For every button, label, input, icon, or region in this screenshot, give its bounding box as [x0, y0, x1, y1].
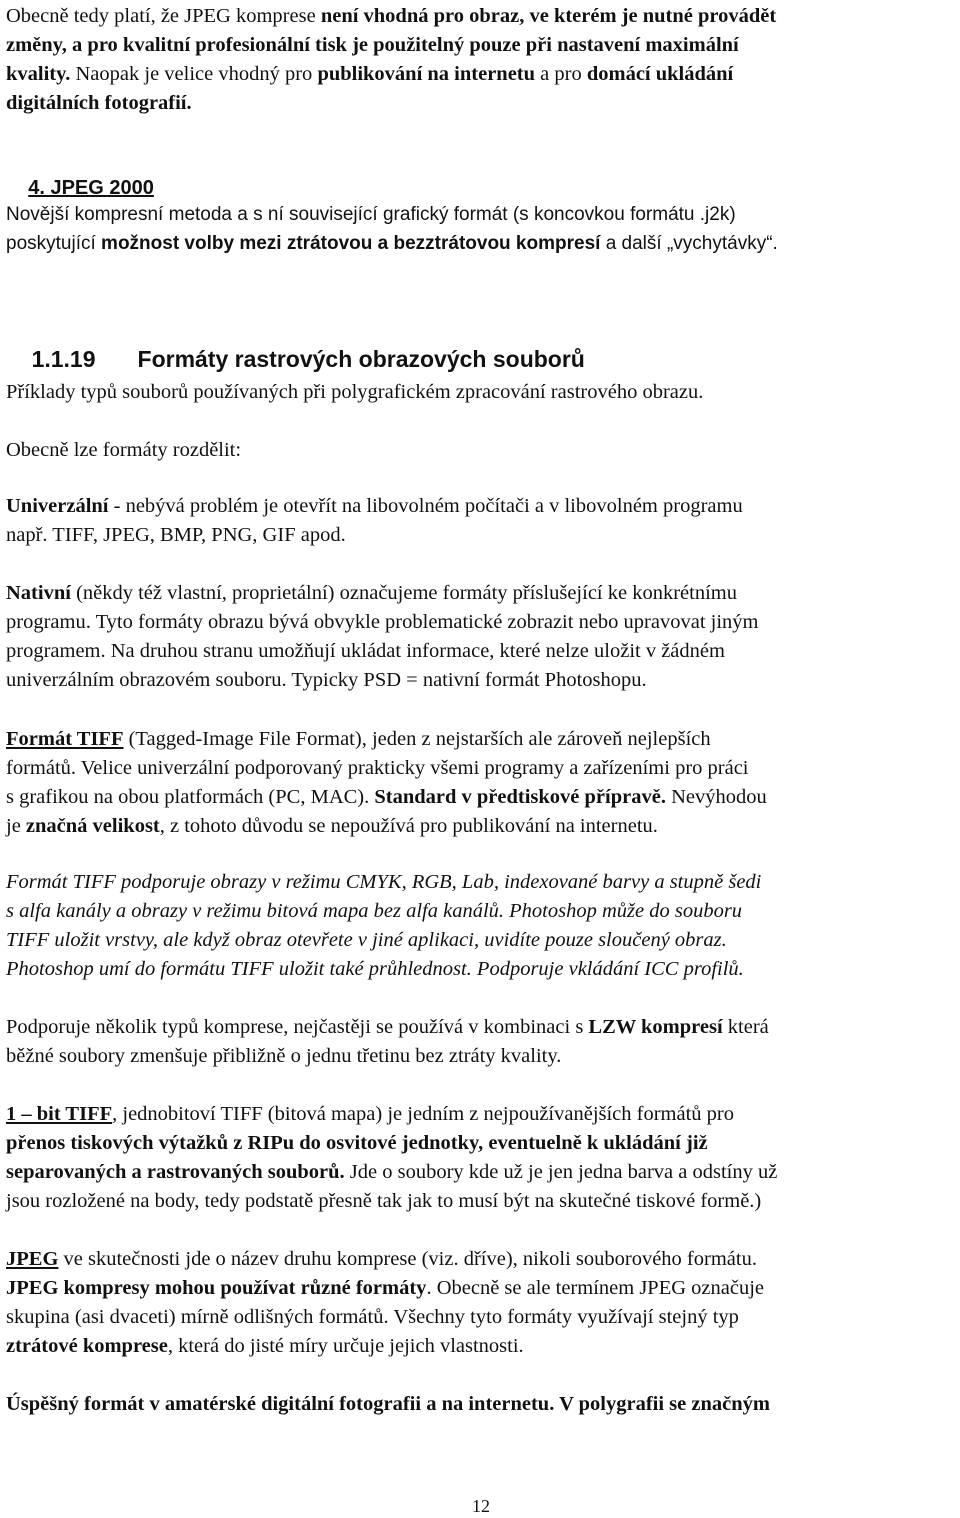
- text-line: [6, 229, 956, 258]
- paragraph-tiff: [6, 725, 956, 841]
- text-run: Obecně tedy platí, že JPEG komprese: [6, 5, 321, 27]
- text-run: poskytující: [6, 233, 102, 254]
- text-line: [6, 492, 956, 521]
- text-line: [6, 378, 956, 407]
- text-line: [6, 1100, 956, 1129]
- text-run: separovaných a rastrovaných souborů.: [6, 1161, 345, 1183]
- text-line: [6, 2, 956, 31]
- text-line: [6, 1303, 956, 1332]
- text-line: [6, 783, 956, 812]
- text-run: Naopak je velice vhodný pro: [70, 63, 318, 85]
- text-run: je: [6, 815, 26, 837]
- text-line: [6, 897, 956, 926]
- paragraph-amateur: [6, 1390, 956, 1419]
- text-run: Jde o soubory kde už je jen jedna barva a odstíny už: [344, 1161, 778, 1183]
- text-line: [6, 89, 956, 118]
- paragraph-tiff-modes: [6, 868, 956, 984]
- paragraph-jpeg: [6, 1245, 956, 1361]
- text-line: [6, 666, 956, 695]
- text-run: Příklady typů souborů používaných při polygrafickém zpracování rastrového obrazu.: [6, 381, 704, 403]
- paragraph-examples: [6, 378, 956, 407]
- text-run: 1 – bit TIFF: [6, 1103, 113, 1125]
- text-run: (někdy též vlastní, proprietální) označujeme formáty příslušející ke konkrétnímu: [70, 582, 737, 604]
- text-run: Nevýhodou: [665, 786, 767, 808]
- text-run: domácí ukládání: [586, 63, 734, 85]
- text-line: [6, 608, 956, 637]
- document-page: [6, 0, 956, 1515]
- text-run: s alfa kanály a obrazy v režimu bitová mapa bez alfa kanálů. Photoshop může do souboru: [6, 900, 743, 922]
- text-run: Photoshop umí do formátu TIFF uložit také průhlednost. Podporuje vkládání ICC profilů.: [6, 958, 744, 980]
- text-run: . Obecně se ale termínem JPEG označuje: [426, 1277, 764, 1299]
- text-line: [6, 1158, 956, 1187]
- text-run: univerzálním obrazovém souboru. Typicky PSD = nativní formát Photoshopu.: [6, 669, 647, 691]
- text-run: ztrátové komprese: [6, 1335, 168, 1357]
- paragraph-compression: [6, 1013, 956, 1071]
- text-line: [6, 868, 956, 897]
- text-run: programu. Tyto formáty obrazu bývá obvykle problematické zobrazit nebo upravovat jiným: [6, 611, 759, 633]
- text-run: LZW kompresí: [588, 1016, 723, 1038]
- paragraph-native: [6, 579, 956, 695]
- text-run: přenos tiskových výtažků z RIPu do osvitové jednotky, eventuelně k ukládání již: [6, 1132, 708, 1154]
- text-run: JPEG: [6, 1248, 59, 1270]
- text-line: [6, 1245, 956, 1274]
- text-run: JPEG kompresy mohou používat různé formáty: [6, 1277, 427, 1299]
- text-line: [6, 812, 956, 841]
- text-line: [6, 1332, 956, 1361]
- text-run: publikování na internetu: [317, 63, 536, 85]
- text-run: není vhodná pro obraz, ve kterém je nutné provádět: [320, 5, 777, 27]
- page-number: 12: [472, 1496, 490, 1516]
- text-run: značná velikost: [25, 815, 160, 837]
- paragraph-universal: [6, 492, 956, 550]
- text-run: která: [722, 1016, 769, 1038]
- paragraph-division: [6, 436, 956, 465]
- text-line: [6, 1013, 956, 1042]
- text-run: programem. Na druhou stranu umožňují ukládat informace, které nelze uložit v žádném: [6, 640, 725, 662]
- text-run: Podporuje několik typů komprese, nejčastěji se používá v kombinaci s: [6, 1016, 589, 1038]
- text-run: formátů. Velice univerzální podporovaný prakticky všemi programy a zařízeními pro práci: [6, 757, 749, 779]
- text-run: běžné soubory zmenšuje přibližně o jednu třetinu bez ztráty kvality.: [6, 1045, 562, 1067]
- section-title: Formáty rastrových obrazových souborů: [137, 346, 585, 372]
- text-line: [6, 31, 956, 60]
- text-run: (Tagged-Image File Format), jeden z nejstarších ale zároveň nejlepších: [123, 728, 711, 750]
- text-line: [6, 1042, 956, 1071]
- text-line: [6, 1187, 956, 1216]
- text-line: [6, 754, 956, 783]
- text-line: [6, 955, 956, 984]
- text-run: Novější kompresní metoda a s ní související grafický formát (s koncovkou formátu .j2k): [6, 204, 736, 225]
- text-line: [6, 436, 956, 465]
- text-line: [6, 1390, 956, 1419]
- text-run: - nebývá problém je otevřít na libovolném počítači a v libovolném programu: [108, 495, 743, 517]
- text-run: a pro: [535, 63, 587, 85]
- paragraph-jpeg2000: [6, 200, 956, 258]
- text-run: Obecně lze formáty rozdělit:: [6, 439, 242, 461]
- text-run: jsou rozložené na body, tedy podstatě přesně tak jak to musí být na skutečné tiskové formě.): [6, 1190, 762, 1212]
- text-run: Univerzální: [6, 495, 109, 517]
- text-line: [6, 1129, 956, 1158]
- paragraph-jpeg-usage: [6, 2, 956, 118]
- text-run: , která do jisté míry určuje jejich vlastnosti.: [167, 1335, 524, 1357]
- text-run: , z tohoto důvodu se nepoužívá pro publikování na internetu.: [159, 815, 658, 837]
- text-line: [6, 60, 956, 89]
- text-run: digitálních fotografií.: [6, 92, 192, 114]
- text-run: ve skutečnosti jde o název druhu komprese (viz. dříve), nikoli souborového formátu.: [58, 1248, 757, 1270]
- text-line: [6, 200, 956, 229]
- text-run: a další „vychytávky“.: [600, 233, 778, 254]
- section-number: 1.1.19: [31, 346, 96, 372]
- text-run: změny, a pro kvalitní profesionální tisk je použitelný pouze při nastavení maximální: [6, 34, 739, 56]
- text-run: s grafikou na obou platformách (PC, MAC).: [6, 786, 375, 808]
- text-line: [6, 1274, 956, 1303]
- text-run: Úspěšný formát v amatérské digitální fotografii a na internetu. V polygrafii se značným: [6, 1393, 770, 1415]
- text-run: skupina (asi dvaceti) mírně odlišných formátů. Všechny tyto formáty využívají stejný typ: [6, 1306, 739, 1328]
- text-run: Standard v předtiskové přípravě.: [374, 786, 666, 808]
- text-line: [6, 579, 956, 608]
- text-run: např. TIFF, JPEG, BMP, PNG, GIF apod.: [6, 524, 346, 546]
- text-run: možnost volby mezi ztrátovou a bezztrátovou kompresí: [101, 233, 601, 254]
- text-line: [6, 725, 956, 754]
- text-run: Formát TIFF: [6, 728, 124, 750]
- text-line: [6, 637, 956, 666]
- text-run: , jednobitoví TIFF (bitová mapa) je jedním z nejpoužívanějších formátů pro: [112, 1103, 735, 1125]
- paragraph-1bit-tiff: [6, 1100, 956, 1216]
- text-run: Formát TIFF podporuje obrazy v režimu CMYK, RGB, Lab, indexované barvy a stupně šedi: [6, 871, 762, 893]
- text-line: [6, 926, 956, 955]
- text-line: [6, 521, 956, 550]
- text-run: TIFF uložit vrstvy, ale když obraz otevřete v jiné aplikaci, uvidíte pouze sloučený obraz.: [6, 929, 727, 951]
- heading-jpeg2000-text: 4. JPEG 2000: [28, 177, 154, 199]
- text-run: kvality.: [6, 63, 71, 85]
- text-run: Nativní: [6, 582, 71, 604]
